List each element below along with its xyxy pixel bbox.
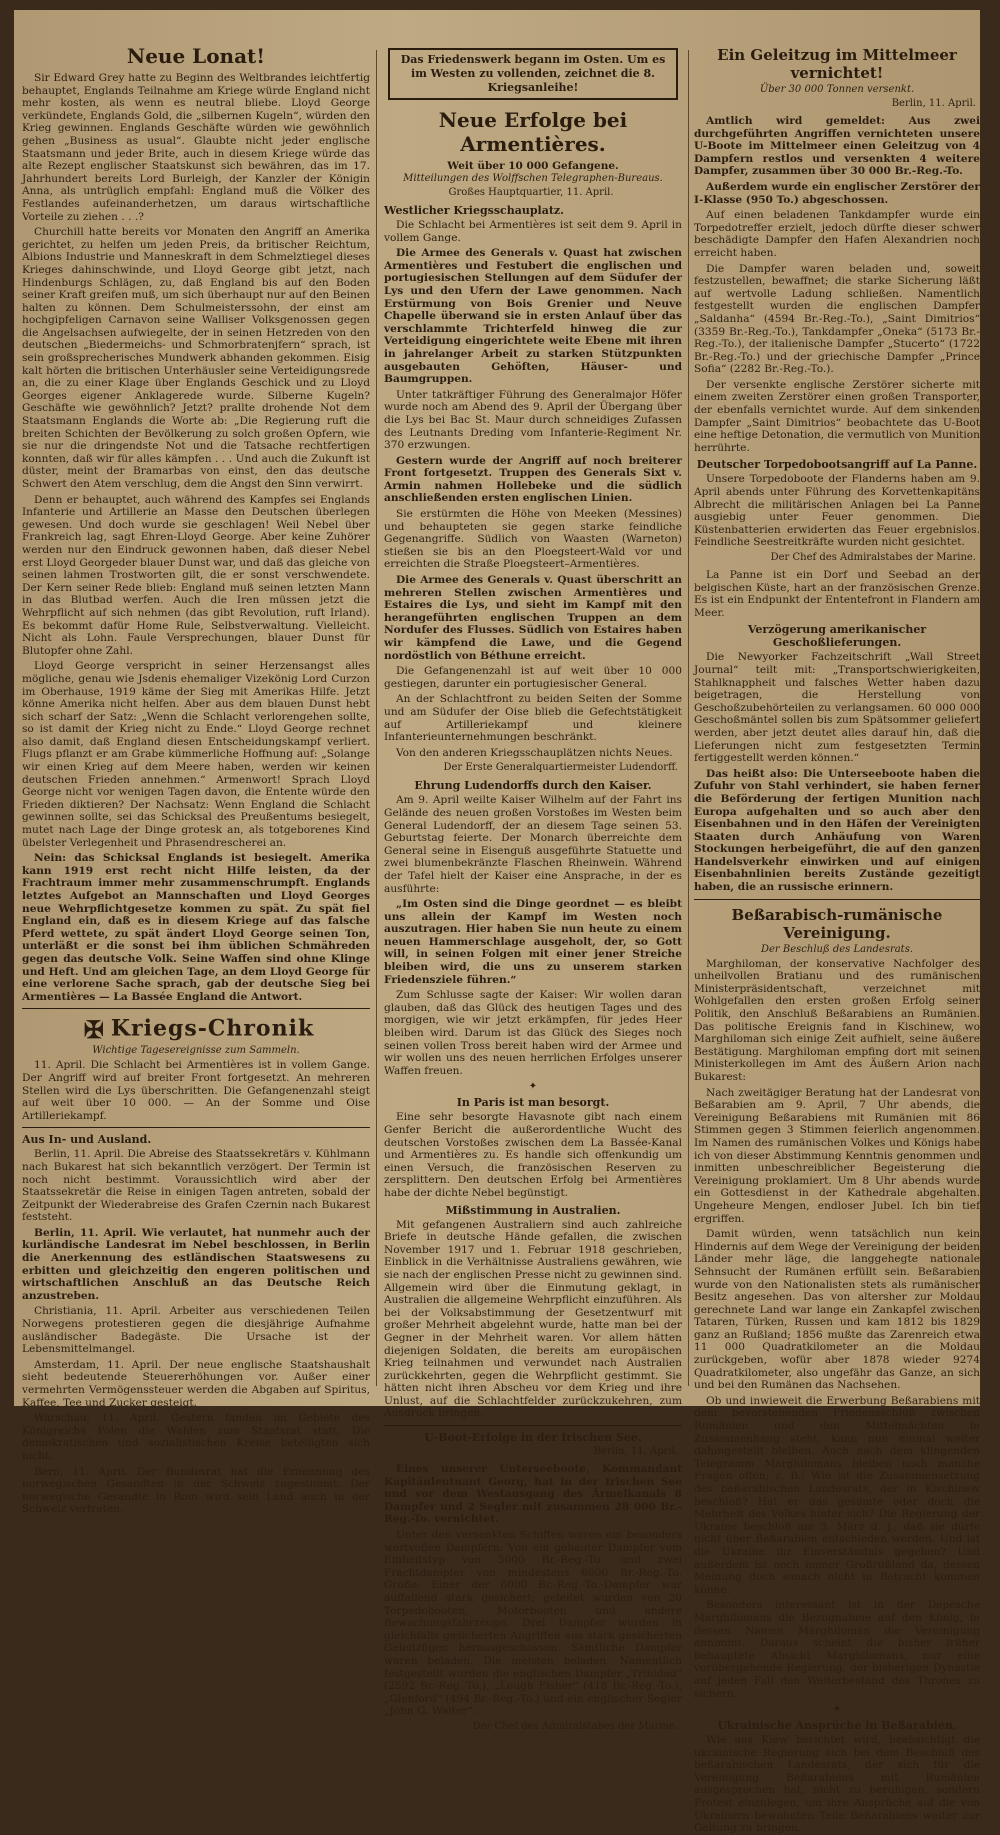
column-left	[22, 40, 370, 1516]
paragraph: Nach zweitägiger Beratung hat der Landesrat von Beßarabien am 9. April, 7 Uhr abends, die Vereinigung Beßarabiens mit Rumänien mit 86 Stimmen gegen 3 Stimmen feierlich angenommen. Im Namen des rumänischen Volkes und Königs habe ich von dieser Abstimmung Kenntnis genommen und inmitten unbeschreiblicher Begeisterung die Vereinigung proklamiert. Um 8 Uhr abends wurde ein Gottesdienst in der Kathedrale abgehalten. Ungeheure Mengen, endloser Jubel. Ich bin tief ergriffen.	[694, 1086, 980, 1225]
paragraph: Die Dampfer waren beladen und, soweit festzustellen, bewaffnet; die starke Sicherung läßt auf wertvolle Ladung schließen. Namentlich festgestellt wurden die englischen Dampfer „Saldanha“ (4594 Br.-Reg.-To.), „Saint Dimitrios“ (3359 Br.-Reg.-To.), Tankdampfer „Oneka“ (5173 Br.-Reg.-To.), der italienische Dampfer „Stucerto“ (1722 Br.-Reg.-To.) und der griechische Dampfer „Prince Sofia“ (2282 Br.-Reg.-To.).	[694, 262, 980, 376]
paragraph: Wie aus Kiew berichtet wird, beabsichtigt die ukrainische Regierung sich bei dem Beschluß des beßarabischen Landesrats, der sich für die Vereinigung Beßarabiens mit Rumänien ausgesprochen hat, nicht zu beruhigen, sondern Protest einzulegen, um ihre Ansprüche auf die von Ukrainern bewohnten Teile Beßarabiens weiter zur Geltung zu bringen.	[694, 1734, 980, 1835]
paragraph: Unter tatkräftiger Führung des Generalmajor Höfer wurde noch am Abend des 9. April der Übergang über die Lys bei Bac St. Maur durch schneidiges Zufassen des Leutnants Dreding vom Infanterie-Regiment Nr. 370 erzwungen.	[384, 388, 682, 452]
paragraph: Die Armee des Generals v. Quast überschritt an mehreren Stellen zwischen Armentières und Estaires die Lys, und sieht im Kampf mit den herangeführten englischen Truppen an dem Nordufer des Flusses. Südlich von Estaires haben wir kämpfend die Lawe, und die Gegend nordöstlich von Béthune erreicht.	[384, 574, 682, 662]
paragraph: Am 9. April weilte Kaiser Wilhelm auf der Fahrt ins Gelände des neuen großen Vorstoßes im Westen beim General Ludendorff, der an diesem Tage seinen 53. Geburtstag feierte. Der Monarch überreichte dem General seine in Eisenguß ausgeführte Statuette und zwei blumenbekränzte Flaschen Rheinwein. Während der Tafel hielt der Kaiser eine Ansprache, in der es ausführte:	[384, 794, 682, 895]
section-heading: Ehrung Ludendorffs durch den Kaiser.	[414, 779, 652, 793]
section-heading: In Paris ist man besorgt.	[456, 1096, 610, 1110]
paragraph: Sie erstürmten die Höhe von Meeken (Messines) und behaupteten sie gegen starke feindliche Gegenangriffe. Südlich von Waasten (Warneton) stießen sie bis an den Ploegsteert-Wald vor und erreichten die Straße Ploegsteert–Armentières.	[384, 508, 682, 571]
paragraph: Lloyd George verspricht in seiner Herzensangst alles mögliche, genau wie Jsdenis ehemaliger Vizekönig Lord Curzon im Oberhause, 1919 käme der Sieg mit Amerikas Hilfe. Jetzt könne Amerika nicht helfen. Aber aus dem blauen Dunst hebt sich scharf der Satz: „Wenn die Schlacht verlorengehen sollte, so ist damit der Krieg nicht zu Ende.“ Lloyd George rechnet also damit, daß England diesen Entscheidungskampf verliert. Flugs pflanzt er am Grabe kümmerliche Hoffnung auf: „Solange wir einen Krieg auf dem Meere haben, werden wir keinen deutschen Frieden annehmen.“ Armenwort! Sprach Lloyd George nicht vor wenigen Tagen davon, die Entente würde den Frieden diktieren? Der Nachsatz: Wenn England die Schlacht gewinnen sollte, sei das Schicksal des Preußentums besiegelt, mutet nach Lage der Dinge grotesk an, als totgeborenes Kind übelster Verlegenheit und Phrasendrescherei an.	[22, 660, 370, 849]
paragraph: Amtlich wird gemeldet: Aus zwei durchgeführten Angriffen vernichteten unsere U-Boote im Mittelmeer einen Geleitzug von 4 Dampfern restlos und versenkten 4 weitere Dampfer, zusammen über 30 000 Br.-Reg.-To.	[694, 115, 980, 178]
paragraph: Warschau, 11. April. Gestern fanden im Gebiete des Königreichs Polen die Wahlen zum Staatsrat statt. Die demokratischen und sozialistischen Kreise beteiligten sich nicht.	[22, 1412, 370, 1462]
paragraph: Nein: das Schicksal Englands ist besiegelt. Amerika kann 1919 erst recht nicht Hilfe leisten, da der Frachtraum immer mehr zusammenschrumpft. Englands letztes Aufgebot an Mannschaften und Lloyd Georges neue Wehrpflichtgesetze kommen zu spät. Zu spät fiel England ein, daß es in diesem Kriege auf das falsche Pferd wettete, zu spät ändert Lloyd George seinen Ton, unterläßt er die sonst bei ihm üblichen Schmähreden gegen das deutsche Volk. Seine Waffen sind ohne Klinge und Heft. Und am gleichen Tage, an dem Lloyd George für eine verlorene Sache sprach, gab der deutsche Sieg bei Armentières — La Bassée England die Antwort.	[22, 852, 370, 1003]
paragraph: Die Schlacht bei Armentières ist seit dem 9. April in vollem Gange.	[384, 219, 682, 244]
paragraph: Churchill hatte bereits vor Monaten den Angriff an Amerika gerichtet, zu helfen um jeden Preis, da britischer Reichtum, Albions Industrie und Manneskraft in dem Schmelztiegel dieses Krieges dahinschwinde, und Lloyd George gibt jetzt, nach Hindenburgs Schlägen, zu, daß England bis auf den Boden seiner Kraft greifen muß, um sich überhaupt nur auf den Beinen halten zu können. Dem Schulmeisterssohn, der einst am hochgipfeligen Carnavon seine Walliser Volksgenossen gegen die Angelsachsen aufwiegelte, der in seinen Hetzreden von den deutschen „Biedermeichs- und Schmorbratenjfern“ sprach, ist sein großsprecherisches Mundwerk abhanden gekommen. Eisig kalt hörten die britischen Unterhäusler seine Verteidigungsrede an, die zu einer Klage über Englands Geschick und zu Lloyd Georges eigener Anklagerede wurde. Silberne Kugeln? Geschäfte wie gewöhnlich? Jetzt? prallte drohende Not dem Staatsmann Englands die Worte ab: „Die Regierung ruft die breiten Schichten der Bevölkerung zu solch großen Opfern, wie sie nur die dringendste Not und die Tatsache rechtfertigen konnten, daß wir für alles kämpfen . . . Und auch die Zukunft ist düster, meint der Bramarbas von einst, den das deutsche Schwert den Atem verschlug, dem die Angst den Sinn verwirrt.	[22, 226, 370, 490]
war-loan-box: Das Friedenswerk begann im Osten. Um es im Westen zu vollenden, zeichnet die 8. Kriegsanleihe!	[388, 48, 678, 100]
section-heading: Ukrainische Ansprüche in Beßarabien.	[717, 1719, 957, 1733]
separator-icon: ✦	[832, 1704, 842, 1716]
cross-icon: ✠	[83, 1015, 105, 1045]
divider	[22, 1008, 370, 1009]
paragraph: Gestern wurde der Angriff auf noch breiterer Front fortgesetzt. Truppen des Generals Sixt v. Armin nahmen Hollebeke und die südlich anschließenden ersten englischen Linien.	[384, 454, 682, 505]
kriegs-chronik-title: ✠ Kriegs-Chronik	[83, 1015, 315, 1045]
section-heading: Mißstimmung in Australien.	[445, 1203, 621, 1217]
article-title-armentieres: Neue Erfolge bei Armentières.	[438, 108, 628, 156]
article-title-geleitzug: Ein Geleitzug im Mittelmeer vernichtet!	[717, 46, 957, 82]
paragraph: Berlin, 11. April. Wie verlautet, hat nunmehr auch der kurländische Landesrat im Nebel beschlossen, in Berlin die Anerkennung des estländischen Staatswesens zu erbitten und gleichzeitig den engeren politischen und wirtschaftlichen Anschluß an das Deutsche Reich anzustreben.	[22, 1226, 370, 1302]
section-title-ausland: Aus In- und Ausland.	[22, 1133, 152, 1147]
divider	[384, 1425, 682, 1426]
paragraph: Eine sehr besorgte Havasnote gibt nach einem Genfer Bericht die außerordentliche Wucht des deutschen Vorstoßes zwischen dem La Bassée-Kanal und Armentières zu. Es handle sich offenkundig um einen Versuch, die französischen Reserven zu zersplittern. Den deutschen Erfolg bei Armentières habe der dichte Nebel begünstigt.	[384, 1111, 682, 1199]
paragraph: Christiania, 11. April. Arbeiter aus verschiedenen Teilen Norwegens protestieren gegen die diesjährige Aufnahme ausländischer Badegäste. Die Ursache ist der Lebensmittelmangel.	[22, 1305, 370, 1356]
paragraph: Mit gefangenen Australiern sind auch zahlreiche Briefe in deutsche Hände gefallen, die zwischen November 1917 und 1. Februar 1918 geschrieben, Einblick in die Verhältnisse Australiens gewähren, wie sie nach der englischen Presse nicht zu gewinnen sind. Allgemein wird über die Einmutung geklagt, in Australien die allgemeine Wehrpflicht einzuführen. Als bei der Volksabstimmung der Gesetzentwurf mit großer Mehrheit abgelehnt wurde, hatte man bei der Gegner in der Mehrheit waren. Vor allem hätten diejenigen Soldaten, die bereits am europäischen Krieg teilnahmen und verwundet nach Australien zurückkehrten, gegen die Wehrpflicht gestimmt. Sie hätten nicht ihren Abscheu vor dem Krieg und ihre Unlust, auf die Schlachtfelder zurückzukehren, zum Ausdruck bringen.	[384, 1218, 682, 1420]
paragraph: Damit würden, wenn tatsächlich nun kein Hindernis auf dem Wege der Vereinigung der beiden Länder mehr läge, die langgehegte nationale Sehnsucht der Rumänen erfüllt sein. Beßarabien wurde von den Nationalisten stets als rumänischer Besitz angesehen. Das von altersher zur Moldau gerechnete Land war lange ein Zankapfel zwischen Tataren, Türken, Russen und kam 1812 bis 1829 ganz an Rußland; 1856 mußte das Zarenreich etwa 11 000 Quadratkilometer an die Moldau zurückgeben, wofür aber 1878 wieder 9274 Quadratkilometer, also ungefähr das Ganze, an sich und bei den Rumänen das Nachsehen.	[694, 1228, 980, 1392]
paragraph: Amsterdam, 11. April. Der neue englische Staatshaushalt sieht bedeutende Steuererhöhungen vor. Außer einer vermehrten Vermögenssteuer werden die Abgaben auf Spiritus, Kaffee, Tee und Zucker gesteigt.	[22, 1358, 370, 1409]
newspaper-page	[14, 10, 980, 1835]
subtitle: Über 30 000 Tonnen versenkt.	[759, 84, 915, 95]
column-right	[694, 40, 980, 1835]
paragraph: Unsere Torpedoboote der Flanderns haben am 9. April abends unter Führung des Korvettenkapitäns Albrecht die militärischen Anlagen bei La Panne ausgiebig unter Feuer genommen. Die Küstenbatterien erwiderten das Feuer ergebnislos. Feindliche Seestreitkräfte wurden nicht gesichtet.	[694, 473, 980, 549]
paragraph: Die Newyorker Fachzeitschrift „Wall Street Journal“ teilt mit: „Transportschwierigkeiten, Stahlknappheit und falsches Wetter haben dazu beigetragen, die Herstellung von Geschoßzubehörteilen zu verlangsamen. 60 000 000 Geschoßmäntel sollen bis zum Spätsommer geliefert werden, aber jetzt deutet alles darauf hin, daß die Lieferungen nicht zum festgesetzten Termin fertiggestellt werden können.“	[694, 651, 980, 765]
paragraph: Zum Schlusse sagte der Kaiser: Wir wollen daran glauben, daß das Glück des heutigen Tages und des morgigen, wie wir jetzt erkämpfen, für jedes Heer bleiben wird. Darum ist das Glück des Sieges noch seinen vollen Tross bereit haben wird der Armee und wir wollen uns des neuen herrlichen Erfolges unserer Waffen freuen.	[384, 989, 682, 1077]
section-heading: Deutscher Torpedobootsangriff auf La Panne.	[696, 458, 978, 472]
column-rule	[688, 50, 689, 1386]
paragraph: Außerdem wurde ein englischer Zerstörer der I-Klasse (950 To.) abgeschossen.	[694, 180, 980, 206]
subtitle: Der Beschluß des Landesrats.	[760, 943, 914, 955]
divider	[694, 899, 980, 900]
dateline: Großes Hauptquartier, 11. April.	[448, 187, 614, 198]
signature: Der Chef des Admiralstabes der Marine.	[770, 552, 976, 563]
separator-icon: ✦	[528, 1081, 538, 1093]
paragraph: Bern, 11. April. Der Bundesrat hat die Ernennung des norwegischen Gesandten in der Schweiz zugestimmt. Der norwegische Gesandte in Rom wird sein Land auch in der Schweiz vertreten.	[22, 1465, 370, 1516]
paragraph: Unter den versenkten Schiffen waren ein besonders wertvollen Dampfern: Von ein gebauter Dampfer vom Einheitstyp von 5000 Br.-Reg.-To. und zwei Frachtdampfer von mindestens 6000 Br.-Reg.-To. Größe. Einer der 6000 Br.-Reg.-To.-Dampfer war auffallend stark gesichert; geleitet wurden von 20 Torpedobooten, Motorbooten und andere Bewachungsfahrzeuge. Drei Dampfer wurden in gleichfalls gesicherten Angriffen aus stark gesicherten Geleitzügen herausgeschossen. Sämtliche Dampfer waren beladen. Die meisten beladen. Namentlich festgestellt wurden die englischen Dampfer „Trinidad“ (2592 Br.-Reg.-To.), „Lough Fisher“ (418 Br.-Reg.-To.), „Glenford“ (494 Br.-Reg.-To.) und ein englischer Segler „John G. Walter“.	[384, 1529, 682, 1718]
subtitle: Mitteilungen des Wolffschen Telegraphen-Bureaus.	[403, 173, 663, 184]
paragraph: „Im Osten sind die Dinge geordnet — es bleibt uns allein der Kampf im Westen noch auszutragen. Hier haben Sie nun heute zu einem neuen Hammerschlage ausgeholt, der, so Gott will, in seinen Folgen mit einer jener Streiche bleiben wird, die uns zu unserem starken Friedensziele führen.“	[384, 898, 682, 986]
dateline: Berlin, 11. April.	[593, 1446, 678, 1458]
subtitle: Weit über 10 000 Gefangene.	[447, 160, 619, 172]
paragraph: Die Armee des Generals v. Quast hat zwischen Armentières und Festubert die englischen und portugiesischen Stellungen auf dem Südufer der Lys und den Ufern der Lawe genommen. Nach Erstürmung von Bois Grenier und Neuve Chapelle überwand sie in ersten Anlauf über das verschlammte Trichterfeld hinweg die zur Verteidigung eingerichtete weite Ebene mit ihren in jahrelanger Arbeit zu starken Stützpunkten ausgebauten Gehöften, Häuser- und Baumgruppen.	[384, 247, 682, 386]
paragraph: Sir Edward Grey hatte zu Beginn des Weltbrandes leichtfertig behauptet, Englands Teilnahme am Kriege würde England nicht mehr kosten, als wenn es neutral bliebe. Lloyd George verkündete, Englands Gold, die „silbernen Kugeln“, würden den Krieg gewinnen. Englands Geschäfte würden wie gewöhnlich gehen „Business as usual“. Glaubte nicht jeder englische Staatsmann und jeder Brite, auch in diesem Kriege würde das alte Rezept englischer Staatskunst sich bewähren, das im 17. Jahrhundert bereits Lord Burleigh, der Kanzler der Königin Anna, als untrüglich empfahl: England muß die Völker des Festlandes aufeinanderhetzen, um daraus wirtschaftliche Vorteile zu ziehen . . .?	[22, 72, 370, 223]
article-title-neue-lonat: Neue Lonat!	[126, 44, 266, 68]
section-heading: U-Boot-Erfolge in der Irischen See.	[424, 1431, 642, 1445]
section-heading: Verzögerung amerikanischer Geschoßlieferungen.	[747, 623, 927, 650]
paragraph: Marghiloman, der konservative Nachfolger des unheilvollen Bratianu und des rumänischen Ministerpräsidentschaft, verzeichnet mit Wohlgefallen den ersten großen Erfolg seiner Politik, den Anschluß Beßarabiens an Rumänien. Das politische Ereignis fand in Kischinew, wo Marghiloman sich einige Zeit aufhielt, seine äußere Bestätigung. Marghiloman empfing dort mit seinen Ministerkollegen im Amt des Äußern Arion nach Bukarest:	[694, 957, 980, 1083]
paragraph: La Panne ist ein Dorf und Seebad an der belgischen Küste, hart an der französischen Grenze. Es ist ein Endpunkt der Ententefront in Flandern am Meer.	[694, 569, 980, 619]
paragraph: Die Gefangenenzahl ist auf weit über 10 000 gestiegen, darunter ein portugiesischer General.	[384, 665, 682, 690]
section-heading: Westlicher Kriegsschauplatz.	[384, 204, 564, 217]
paragraph: Das heißt also: Die Unterseeboote haben die Zufuhr von Stahl verhindert, sie haben ferner die Beförderung der fertigen Munition nach Europa aufgehalten und so auch aber den Eisenbahnen und in den Häfen der Vereinigten Staaten durch Anhäufung von Waren Stockungen herbeigeführt, die auf den ganzen Handelsverkehr einwirken und auf einigen Eisenbahnlinien bereits Zustände gezeitigt haben, die an russische erinnern.	[694, 767, 980, 894]
dateline: Berlin, 11. April.	[891, 98, 976, 109]
paragraph: Auf einen beladenen Tankdampfer wurde ein Torpedotreffer erzielt, jedoch dürfte dieser schwer beschädigte Dampfer den Hafen Alexandrien noch erreicht haben.	[694, 209, 980, 259]
paragraph: Eines unserer Unterseeboote, Kommandant Kapitänleutnant Georg, hat in der Irischen See und vor dem Westausgang des Ärmelkanals 8 Dampfer und 2 Segler mit zusammen 28 000 Br.-Reg.-To. vernichtet.	[384, 1463, 682, 1526]
signature: Der Erste Generalquartiermeister Ludendorff.	[443, 762, 678, 774]
paragraph: 11. April. Die Schlacht bei Armentières ist in vollem Gange. Der Angriff wird auf breiter Front fortgesetzt. An mehreren Stellen wird die Lys überschritten. Die Gefangenenzahl steigt auf weit über 10 000. — An der Somme und Oise Artilleriekampf.	[22, 1059, 370, 1122]
divider	[22, 1127, 370, 1128]
paragraph: Der versenkte englische Zerstörer sicherte mit einem zweiten Zerstörer einen großen Transporter, der ebenfalls vernichtet wurde. Auf dem sinkenden Dampfer „Saint Dimitrios“ beobachtete das U-Boot eine heftige Detonation, die vermutlich von Munition herrührte.	[694, 378, 980, 454]
signature: Der Chef des Admiralstabes der Marine.	[472, 1720, 678, 1732]
column-middle	[384, 40, 682, 1732]
paragraph: Ob und inwieweit die Erwerbung Beßarabiens mit dem bevorstehenden Friedensschluß zwischen Rumänien und den Mittelmächten in Zusammenhang steht, kann nun einmal weiter dahingestellt bleiben. Auch nach dem klingenden Telegramm Marghilomans bleiben noch manche Fragen offen; z. B.: Wie ist die Zusammensetzung des beßarabischen Landesrats, der in Kischinew beschloß? Hat er das gesamte oder doch die Mehrheit des Volkes hinter sich? Die Regierung der Ukraine beschloß am 3. März d. J., daß sie dürfe nicht über Beßarabien entschieden werden. Und ist die Ukraine ihr Einverständnis gegeben? Und außerdem ist noch immer Großrußland da, dessen Meinung doch sonach nicht in Betracht kommen könne.	[694, 1394, 980, 1596]
paragraph: An der Schlachtfront zu beiden Seiten der Somme und am Südufer der Oise blieb die Gefechtstätigkeit auf Artilleriekampf und kleinere Infanterieunternehmungen beschränkt.	[384, 693, 682, 744]
paragraph: Von den anderen Kriegsschauplätzen nichts Neues.	[396, 746, 673, 759]
article-title-bessarabien: Beßarabisch-rumänische Vereinigung.	[731, 905, 943, 942]
paragraph: Berlin, 11. April. Die Abreise des Staatssekretärs v. Kühlmann nach Bukarest hat sich bekanntlich verzögert. Der Termin ist noch nicht bestimmt. Voraussichtlich wird aber der Staatssekretär die Reise in einigen Tagen antreten, sobald der Zeitpunkt der Wiederabreise des Grafen Czernin nach Bukarest feststeht.	[22, 1148, 370, 1224]
chronik-subtitle: Wichtige Tagesereignisse zum Sammeln.	[92, 1045, 300, 1057]
paragraph: Denn er behauptet, auch während des Kampfes sei Englands Infanterie und Artillerie an Masse den Deutschen überlegen gewesen. Und doch wurde sie geschlagen! Weil Nebel über Frankreich lag, sagt Ehren-Lloyd George. Aber keine Zuhörer werden nur den Eindruck gewonnen haben, daß dieser Nebel erst Lloyd Georgeder blauer Dunst war, und daß das gleiche von seinen lahmen Trostworten gilt, die er sonst verschwendete. Der Kern seiner Rede blieb: England muß seinen letzten Mann in das Blutbad werfen. Auch die Iren müssen jetzt die Wehrpflicht auf sich nehmen (das gibt Revolution, ruft Irland). Es bekommt dafür Home Rule, Selbstverwaltung. Vielleicht. Nicht als Lohn. Faule Versprechungen, blauer Dunst für Blutopfer ohne Zahl.	[22, 493, 370, 657]
column-rule	[376, 50, 377, 1386]
paragraph: Besonders interessant ist in der Depesche Marghilomans die Bezugnahme auf den König, in dessen Namen Marghiloman die Vereinigung annimmt. Daraus scheint die bisher früher behauptete Absicht Marghilomans, nur eine vorübergehende Regierung, der bisherigen Dynastie auf jeden Fall den Weiterbestand des Thrones zu sichern.	[694, 1599, 980, 1700]
